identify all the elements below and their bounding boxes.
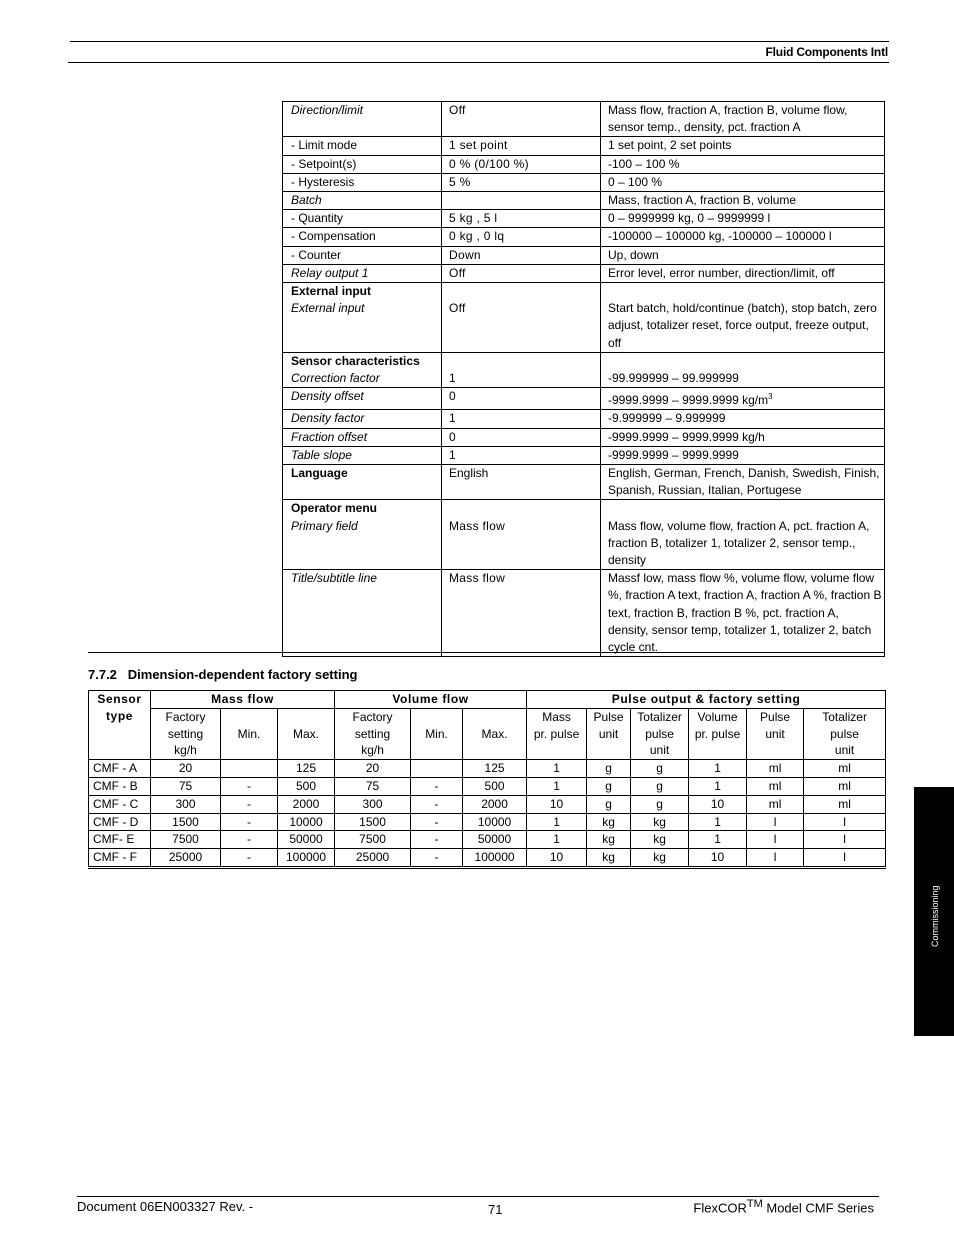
mass-factory-header [151, 708, 221, 759]
value-cell: 25000 [335, 849, 411, 868]
value-cell: 1 [527, 813, 587, 831]
default-cell: Off [442, 264, 601, 282]
param-cell: Relay output 1 [283, 264, 442, 282]
company-name: Fluid Components Intl [765, 45, 888, 59]
param-cell: Title/subtitle line [283, 570, 442, 657]
value-cell: ml [804, 777, 886, 795]
value-cell: ml [747, 777, 804, 795]
config-row [283, 500, 885, 570]
value-cell: 75 [151, 777, 221, 795]
mass-flow-header: Mass flow [151, 691, 335, 709]
value-cell [411, 760, 463, 778]
mass-factory-header-line: setting [167, 726, 204, 741]
group-heading: Sensor characteristics [291, 353, 420, 368]
footer-rule [77, 1196, 879, 1197]
section-title: Dimension-dependent factory setting [127, 667, 358, 682]
value-cell: 500 [278, 777, 335, 795]
pulse-unit-header-line: unit [598, 726, 619, 741]
param-cell: - Compensation [283, 228, 442, 246]
param-cell: - Quantity [283, 210, 442, 228]
volume-factory-header [335, 708, 411, 759]
range-cell: 0 – 100 % [601, 173, 885, 191]
section-rule [88, 652, 884, 653]
volume-totalizer-unit-header-line: Totalizer [822, 709, 867, 724]
value-cell: l [747, 813, 804, 831]
totalizer-pulse-unit-header [631, 708, 689, 759]
value-cell: 300 [151, 795, 221, 813]
group-heading: External input [291, 284, 372, 299]
table-row [89, 831, 886, 849]
range-cell [601, 500, 885, 570]
value-cell: 125 [278, 760, 335, 778]
page-number: 71 [488, 1202, 503, 1217]
default-cell: English [442, 465, 601, 500]
default-value: 1 [449, 371, 456, 386]
range-cell: -100000 – 100000 kg, -100000 – 100000 l [601, 228, 885, 246]
volume-flow-header: Volume flow [335, 691, 527, 709]
sensor-type-cell: CMF- E [89, 831, 151, 849]
value-cell: g [587, 777, 631, 795]
value-cell: 20 [335, 760, 411, 778]
mass-pulse-header-line: pr. pulse [533, 726, 580, 741]
config-row [283, 428, 885, 446]
value-cell: 20 [151, 760, 221, 778]
mass-factory-header-line: kg/h [174, 743, 197, 758]
value-cell: - [411, 831, 463, 849]
range-cell: Error level, error number, direction/limit, off [601, 264, 885, 282]
default-cell: 1 [442, 410, 601, 428]
value-cell: 50000 [463, 831, 527, 849]
header-row-2 [89, 708, 886, 759]
pulse-unit-header-line: Pulse [593, 709, 624, 724]
value-cell: 10 [527, 795, 587, 813]
value-cell: 1 [689, 760, 747, 778]
range-cell [601, 388, 885, 410]
param-cell: Language [283, 465, 442, 500]
table-row [89, 813, 886, 831]
range-cell: Mass, fraction A, fraction B, volume [601, 192, 885, 210]
config-row [283, 264, 885, 282]
value-cell: 10 [689, 849, 747, 868]
config-row [283, 246, 885, 264]
value-cell: 100000 [278, 849, 335, 868]
param-label: Correction factor [291, 371, 380, 386]
default-cell [442, 283, 601, 353]
range-cell: Mass flow, fraction A, fraction B, volume flow, sensor temp., density, pct. fraction A [601, 102, 885, 137]
value-cell: 500 [463, 777, 527, 795]
value-cell: l [804, 813, 886, 831]
config-row [283, 283, 885, 353]
sensor-type-cell: CMF - B [89, 777, 151, 795]
volume-pulse-unit-header-line: Pulse [760, 709, 791, 724]
param-cell: Direction/limit [283, 102, 442, 137]
volume-min-header [411, 708, 463, 759]
pulse-unit-header [587, 708, 631, 759]
value-cell: 25000 [151, 849, 221, 868]
range-value: -9999.9999 – 9999.9999 kg/m [608, 393, 769, 408]
volume-totalizer-unit-header [804, 708, 886, 759]
default-cell: Off [442, 102, 601, 137]
range-cell: Up, down [601, 246, 885, 264]
default-cell: 0 [442, 388, 601, 410]
param-cell: - Counter [283, 246, 442, 264]
trademark: TM [746, 1198, 763, 1210]
range-cell: -9999.9999 – 9999.9999 [601, 446, 885, 464]
volume-pulse-header-line: Volume [697, 709, 738, 724]
value-cell: l [804, 831, 886, 849]
value-cell: - [221, 831, 278, 849]
document-number: Document 06EN003327 Rev. - [77, 1199, 254, 1214]
config-row [283, 192, 885, 210]
param-cell: Fraction offset [283, 428, 442, 446]
value-cell: 1 [527, 777, 587, 795]
volume-min-header-text: Min. [425, 726, 448, 741]
value-cell: kg [631, 813, 689, 831]
volume-factory-header-line: kg/h [361, 743, 384, 758]
volume-factory-header-line: Factory [352, 709, 393, 724]
default-cell: 5 % [442, 173, 601, 191]
value-cell: 10 [689, 795, 747, 813]
value-cell: l [804, 849, 886, 868]
value-cell: 75 [335, 777, 411, 795]
value-cell: kg [631, 849, 689, 868]
section-number: 7.7.2 [88, 667, 117, 682]
value-cell: 300 [335, 795, 411, 813]
value-cell: 125 [463, 760, 527, 778]
param-cell [283, 352, 442, 387]
default-cell [442, 352, 601, 387]
range-cell: Massf low, mass flow %, volume flow, volume flow %, fraction A text, fraction A, fraction A %, fraction B text, fraction B, fraction B %, pct. fraction A, density, sensor temp, totalizer 1, totalizer 2, batch cycle cnt. [601, 570, 885, 657]
range-cell [601, 283, 885, 353]
default-cell [442, 500, 601, 570]
sensor-type-cell: CMF - F [89, 849, 151, 868]
range-cell: -9.999999 – 9.999999 [601, 410, 885, 428]
param-cell: - Setpoint(s) [283, 155, 442, 173]
side-tab-label: Commissioning [930, 885, 940, 947]
value-cell: g [631, 777, 689, 795]
value-cell: 1 [527, 760, 587, 778]
value-cell: g [631, 760, 689, 778]
mass-max-header-text: Max. [293, 726, 320, 741]
value-cell: 2000 [463, 795, 527, 813]
range-value: Mass flow, volume flow, fraction A, pct. fraction A, fraction B, totalizer 1, totalizer 2, sensor temp., density [608, 518, 870, 568]
value-cell: 50000 [278, 831, 335, 849]
default-cell: 1 set point [442, 137, 601, 155]
product-name [693, 1198, 874, 1215]
pulse-output-header: Pulse output & factory setting [527, 691, 886, 709]
table-row [89, 777, 886, 795]
value-cell: - [411, 849, 463, 868]
header-rule-bottom [68, 62, 889, 63]
value-cell: g [587, 795, 631, 813]
mass-min-header-text: Min. [237, 726, 261, 741]
config-row [283, 228, 885, 246]
default-cell: 0 % (0/100 %) [442, 155, 601, 173]
volume-totalizer-unit-header-line: unit [834, 743, 855, 758]
value-cell: 1 [689, 831, 747, 849]
config-row [283, 446, 885, 464]
config-row [283, 570, 885, 657]
default-cell: 0 kg , 0 lq [442, 228, 601, 246]
sensor-type-cell: CMF - C [89, 795, 151, 813]
value-cell: g [631, 795, 689, 813]
value-cell: 10000 [463, 813, 527, 831]
value-cell: - [411, 795, 463, 813]
value-cell: 10 [527, 849, 587, 868]
value-cell: 7500 [151, 831, 221, 849]
param-label: External input [291, 301, 365, 316]
param-cell: - Hysteresis [283, 173, 442, 191]
config-row [283, 173, 885, 191]
param-cell: Table slope [283, 446, 442, 464]
table-row [89, 760, 886, 778]
table-row [89, 849, 886, 868]
value-cell: kg [587, 849, 631, 868]
group-heading: Operator menu [291, 501, 378, 516]
range-cell: 1 set point, 2 set points [601, 137, 885, 155]
range-value: -99.999999 – 99.999999 [608, 371, 739, 386]
default-value: Mass flow [449, 518, 506, 533]
config-row [283, 137, 885, 155]
param-cell: Batch [283, 192, 442, 210]
sensor-type-cell: CMF - A [89, 760, 151, 778]
volume-max-header-text: Max. [481, 726, 508, 741]
value-cell: ml [747, 760, 804, 778]
config-row [283, 102, 885, 137]
range-cell: English, German, French, Danish, Swedish, Finish, Spanish, Russian, Italian, Portugese [601, 465, 885, 500]
totalizer-pulse-unit-header-line: unit [649, 743, 670, 758]
config-row [283, 210, 885, 228]
factory-setting-table [88, 690, 886, 869]
value-cell: kg [631, 831, 689, 849]
header-row-1 [89, 691, 886, 709]
range-cell [601, 352, 885, 387]
value-cell: 1 [689, 777, 747, 795]
sensor-header-line1: Sensor [97, 692, 142, 706]
value-cell: l [747, 831, 804, 849]
value-cell: g [587, 760, 631, 778]
product-brand: FlexCOR [693, 1200, 747, 1216]
volume-factory-header-line: setting [354, 726, 391, 741]
value-cell: kg [587, 831, 631, 849]
volume-pulse-unit-header-line: unit [765, 726, 785, 741]
value-cell: 1 [689, 813, 747, 831]
value-cell: - [221, 777, 278, 795]
table-row [89, 795, 886, 813]
range-cell: -100 – 100 % [601, 155, 885, 173]
range-cell: 0 – 9999999 kg, 0 – 9999999 l [601, 210, 885, 228]
value-cell: 100000 [463, 849, 527, 868]
param-cell: Density offset [283, 388, 442, 410]
config-table [282, 101, 885, 657]
value-cell: 10000 [278, 813, 335, 831]
value-cell [221, 760, 278, 778]
superscript: 3 [768, 392, 773, 402]
param-cell [283, 500, 442, 570]
sensor-type-header [89, 691, 151, 760]
default-cell [442, 192, 601, 210]
default-value: Off [449, 301, 466, 316]
value-cell: 2000 [278, 795, 335, 813]
default-cell: Mass flow [442, 570, 601, 657]
value-cell: - [411, 777, 463, 795]
side-tab [914, 787, 954, 1036]
default-cell: 5 kg , 5 l [442, 210, 601, 228]
value-cell: - [221, 813, 278, 831]
volume-pulse-header-line: pr. pulse [694, 726, 741, 741]
value-cell: ml [804, 760, 886, 778]
mass-min-header [221, 708, 278, 759]
value-cell: - [221, 795, 278, 813]
volume-pulse-header [689, 708, 747, 759]
product-suffix: Model CMF Series [762, 1200, 874, 1216]
value-cell: 1500 [335, 813, 411, 831]
mass-max-header [278, 708, 335, 759]
volume-totalizer-unit-header-line: pulse [830, 726, 859, 741]
param-cell: Density factor [283, 410, 442, 428]
default-cell: 1 [442, 446, 601, 464]
config-row [283, 155, 885, 173]
value-cell: - [221, 849, 278, 868]
value-cell: l [747, 849, 804, 868]
value-cell: ml [804, 795, 886, 813]
mass-pulse-header [527, 708, 587, 759]
totalizer-pulse-unit-header-line: pulse [645, 726, 674, 741]
sensor-header-line2: type [105, 708, 134, 723]
config-row [283, 352, 885, 387]
value-cell: 1500 [151, 813, 221, 831]
value-cell: 1 [527, 831, 587, 849]
header-rule-top [70, 41, 889, 42]
config-row [283, 410, 885, 428]
range-value: Start batch, hold/continue (batch), stop batch, zero adjust, totalizer reset, force output, freeze output, off [608, 301, 877, 350]
range-cell: -9999.9999 – 9999.9999 kg/h [601, 428, 885, 446]
value-cell: - [411, 813, 463, 831]
param-label: Primary field [291, 518, 358, 533]
totalizer-pulse-unit-header-line: Totalizer [637, 709, 682, 724]
value-cell: kg [587, 813, 631, 831]
config-row [283, 388, 885, 410]
default-cell: 0 [442, 428, 601, 446]
sensor-type-cell: CMF - D [89, 813, 151, 831]
value-cell: 7500 [335, 831, 411, 849]
default-cell: Down [442, 246, 601, 264]
volume-max-header [463, 708, 527, 759]
param-cell [283, 283, 442, 353]
mass-factory-header-line: Factory [165, 709, 206, 724]
mass-pulse-header-line: Mass [542, 709, 571, 724]
section-heading [88, 667, 357, 682]
param-cell: - Limit mode [283, 137, 442, 155]
value-cell: ml [747, 795, 804, 813]
volume-pulse-unit-header [747, 708, 804, 759]
config-row [283, 465, 885, 500]
